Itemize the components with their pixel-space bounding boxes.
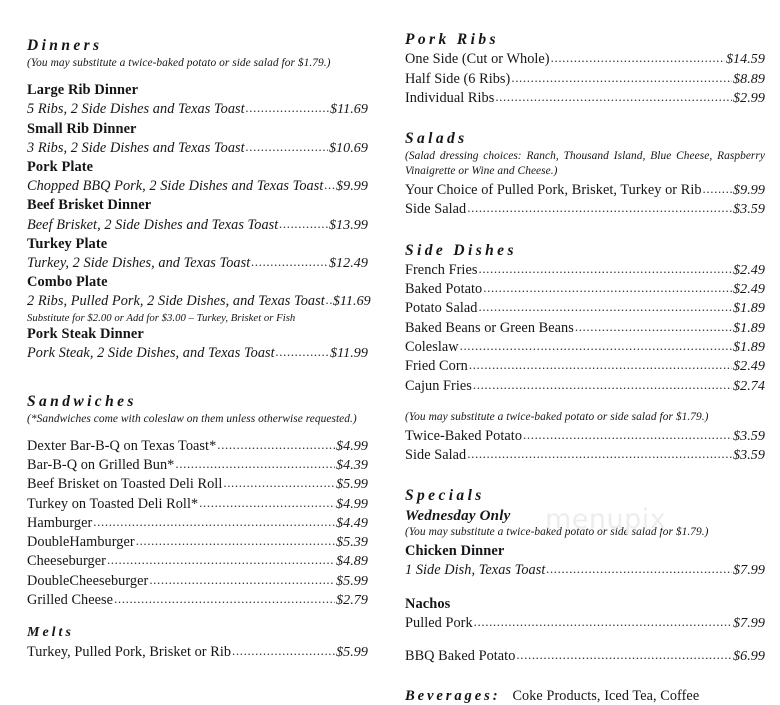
item-row [405, 50, 765, 69]
section-sandwiches [27, 392, 368, 611]
item-row [27, 139, 368, 158]
leader-dots [251, 253, 328, 271]
section-dinners [27, 36, 371, 364]
item-name: Nachos [405, 595, 451, 612]
section-note-specials: (You may substitute a twice-baked potato or side salad for $1.79.) [405, 526, 709, 539]
item-price: $8.89 [733, 70, 765, 87]
item-price: $4.39 [336, 456, 368, 473]
leader-dots [460, 337, 732, 355]
item-description: 3 Ribs, 2 Side Dishes and Texas Toast [27, 139, 245, 156]
item-row [405, 446, 765, 465]
item-name: Small Rib Dinner [27, 120, 137, 137]
leader-dots [575, 318, 732, 336]
item-description: Chopped BBQ Pork, 2 Side Dishes and Texas Toast [27, 178, 324, 195]
section-specials [405, 486, 765, 666]
leader-dots [324, 176, 335, 194]
item-price: $2.99 [733, 89, 765, 106]
item-row [405, 357, 765, 376]
leader-dots [114, 590, 335, 608]
leader-dots [467, 445, 732, 463]
item-row [405, 200, 765, 219]
item-row [405, 261, 765, 280]
item-price: $14.59 [725, 51, 765, 68]
item-description: Your Choice of Pulled Pork, Brisket, Turkey or Rib [405, 181, 702, 198]
item-row [405, 299, 765, 318]
item-price: $13.99 [328, 216, 368, 233]
item-price: $3.59 [733, 201, 765, 218]
item-description: Hamburger [27, 514, 93, 531]
leader-dots [473, 376, 732, 394]
item-price: $4.49 [336, 514, 368, 531]
item-price: $1.89 [733, 338, 765, 355]
item-name: Combo Plate [27, 274, 108, 291]
item-description: BBQ Baked Potato [405, 648, 516, 664]
leader-dots [469, 356, 732, 374]
item-description: Potato Salad [405, 300, 478, 317]
section-subheading-wednesday-only: Wednesday Only [405, 507, 511, 524]
leader-dots [467, 199, 732, 217]
leader-dots [246, 99, 329, 117]
item-row [405, 319, 765, 338]
item-description: 2 Ribs, Pulled Pork, 2 Side Dishes, and Texas Toast [27, 293, 325, 310]
leader-dots [232, 642, 335, 660]
item-price: $3.59 [733, 447, 765, 463]
menu-item [405, 542, 765, 580]
item-price: $7.99 [733, 614, 765, 631]
section-melts [27, 624, 368, 662]
leader-dots [107, 551, 335, 569]
item-row [27, 552, 368, 571]
item-description: Baked Beans or Green Beans [405, 319, 574, 336]
section-beverages [405, 688, 765, 705]
item-description: Twice-Baked Potato [405, 427, 523, 444]
item-price: $1.89 [733, 319, 765, 336]
item-description: Bar-B-Q on Grilled Bun* [27, 456, 175, 473]
item-price: $11.69 [329, 101, 368, 118]
left-column [0, 0, 392, 660]
item-row [27, 100, 368, 119]
section-note-side-dishes: (You may substitute a twice-baked potato or side salad for $1.79.) [405, 410, 709, 423]
item-description: French Fries [405, 261, 478, 278]
item-price: $4.99 [336, 495, 368, 512]
item-row [27, 591, 368, 610]
item-row [405, 181, 765, 200]
item-fine-print: Substitute for $2.00 or Add for $3.00 – Turkey, Brisket or Fish [27, 311, 296, 324]
section-pork-ribs [405, 30, 765, 108]
section-heading-specials: Specials [405, 487, 485, 505]
item-name: Turkey Plate [27, 235, 108, 252]
leader-dots [326, 291, 332, 309]
section-heading-salads: Salads [405, 130, 468, 148]
menu-item [27, 325, 368, 363]
item-row [405, 614, 765, 633]
item-description: Cheeseburger [27, 553, 106, 570]
item-row [405, 89, 765, 108]
item-row [27, 495, 368, 514]
item-price: $5.99 [336, 572, 368, 589]
item-description: Side Salad [405, 447, 467, 463]
leader-dots [276, 343, 329, 361]
item-price: $3.59 [733, 427, 765, 444]
leader-dots [478, 260, 732, 278]
item-price: $11.99 [329, 345, 368, 362]
item-description: DoubleHamburger [27, 534, 135, 551]
item-row [27, 292, 371, 311]
leader-dots [93, 513, 335, 531]
item-price: $4.99 [336, 437, 368, 454]
item-price: $2.49 [733, 358, 765, 375]
item-description: Dexter Bar-B-Q on Texas Toast* [27, 437, 217, 454]
item-row [405, 377, 765, 396]
leader-dots [175, 455, 335, 473]
item-price: $2.49 [733, 261, 765, 278]
item-description: Individual Ribs [405, 89, 495, 106]
item-price: $10.69 [328, 139, 368, 156]
item-row [27, 643, 368, 662]
leader-dots [474, 613, 732, 631]
item-price: $7.99 [733, 562, 765, 579]
item-row [405, 338, 765, 357]
menupix-watermark: menupix [545, 504, 667, 535]
menu-item [27, 196, 368, 234]
leader-dots [703, 180, 732, 198]
item-row [27, 177, 368, 196]
item-description: Turkey, 2 Side Dishes, and Texas Toast [27, 255, 251, 272]
beverages-label: Beverages: [405, 688, 501, 705]
item-price: $11.69 [332, 293, 371, 310]
item-row [405, 561, 765, 580]
item-name: Chicken Dinner [405, 543, 505, 560]
leader-dots [217, 436, 335, 454]
section-salads [405, 129, 765, 219]
item-row [27, 456, 368, 475]
item-name: Large Rib Dinner [27, 82, 139, 99]
item-description: Turkey, Pulled Pork, Brisket or Rib [27, 643, 232, 660]
item-row [27, 572, 368, 591]
section-side-dishes [405, 241, 765, 466]
leader-dots [223, 474, 335, 492]
item-description: Pork Steak, 2 Side Dishes, and Texas Toast [27, 345, 275, 362]
menu-item [27, 158, 368, 196]
menu-item [27, 120, 368, 158]
item-price: $2.74 [733, 377, 765, 394]
section-note-dinners: (You may substitute a twice-baked potato or side salad for $1.79.) [27, 57, 331, 70]
leader-dots [546, 560, 732, 578]
section-heading-pork-ribs: Pork Ribs [405, 31, 499, 48]
item-row [405, 427, 765, 446]
menu-item [27, 273, 371, 325]
item-description: Beef Brisket, 2 Side Dishes and Texas Toast [27, 216, 279, 233]
leader-dots [516, 646, 732, 664]
leader-dots [246, 138, 328, 156]
item-description: Pulled Pork [405, 614, 473, 631]
item-row [27, 475, 368, 494]
section-heading-melts: Melts [27, 625, 74, 641]
leader-dots [483, 279, 732, 297]
item-row [27, 216, 368, 235]
item-row [27, 437, 368, 456]
leader-dots [136, 532, 335, 550]
item-name: Pork Steak Dinner [27, 326, 144, 343]
section-note-sandwiches: (*Sandwiches come with coleslaw on them unless otherwise requested.) [27, 412, 357, 425]
item-description: Beef Brisket on Toasted Deli Roll [27, 476, 223, 493]
item-price: $5.99 [336, 643, 368, 660]
item-price: $6.99 [733, 648, 765, 664]
menu-item [27, 81, 368, 119]
leader-dots [523, 426, 732, 444]
section-heading-side-dishes: Side Dishes [405, 241, 517, 259]
item-description: Turkey on Toasted Deli Roll* [27, 495, 199, 512]
leader-dots [199, 494, 335, 512]
item-row [27, 514, 368, 533]
leader-dots [279, 215, 328, 233]
item-row [405, 70, 765, 89]
item-price: $1.89 [733, 300, 765, 317]
menu-item [405, 595, 765, 633]
item-row [27, 533, 368, 552]
item-row [405, 647, 765, 666]
item-name: Pork Plate [27, 158, 94, 175]
item-description: 1 Side Dish, Texas Toast [405, 562, 546, 579]
item-description: Coleslaw [405, 338, 459, 355]
item-description: Side Salad [405, 201, 467, 218]
item-description: Fried Corn [405, 358, 468, 375]
item-price: $2.49 [733, 281, 765, 298]
menu-item [27, 235, 368, 273]
item-price: $9.99 [733, 181, 765, 198]
right-column [392, 0, 780, 705]
item-price: $12.49 [328, 255, 368, 272]
item-description: Baked Potato [405, 281, 483, 298]
item-row [405, 280, 765, 299]
item-description: DoubleCheeseburger [27, 572, 149, 589]
leader-dots [511, 69, 732, 87]
leader-dots [149, 571, 335, 589]
item-price: $4.89 [336, 553, 368, 570]
item-name: Beef Brisket Dinner [27, 197, 152, 214]
beverages-value: Coke Products, Iced Tea, Coffee [512, 688, 700, 705]
item-price: $9.99 [336, 178, 368, 195]
item-description: One Side (Cut or Whole) [405, 51, 550, 68]
item-row [27, 344, 368, 363]
item-row [27, 254, 368, 273]
section-heading-sandwiches: Sandwiches [27, 392, 137, 410]
item-description: Half Side (6 Ribs) [405, 70, 511, 87]
leader-dots [478, 298, 732, 316]
item-description: Cajun Fries [405, 377, 472, 394]
leader-dots [551, 49, 725, 67]
item-price: $5.39 [336, 534, 368, 551]
item-price: $2.79 [336, 592, 368, 609]
item-description: 5 Ribs, 2 Side Dishes and Texas Toast [27, 101, 245, 118]
leader-dots [495, 88, 732, 106]
item-price: $5.99 [336, 476, 368, 493]
item-description: Grilled Cheese [27, 592, 114, 609]
section-note-salads: (Salad dressing choices: Ranch, Thousand Island, Blue Cheese, Raspberry Vinaigrette or Wine and Cheese.) [405, 150, 765, 178]
section-heading-dinners: Dinners [27, 37, 103, 54]
